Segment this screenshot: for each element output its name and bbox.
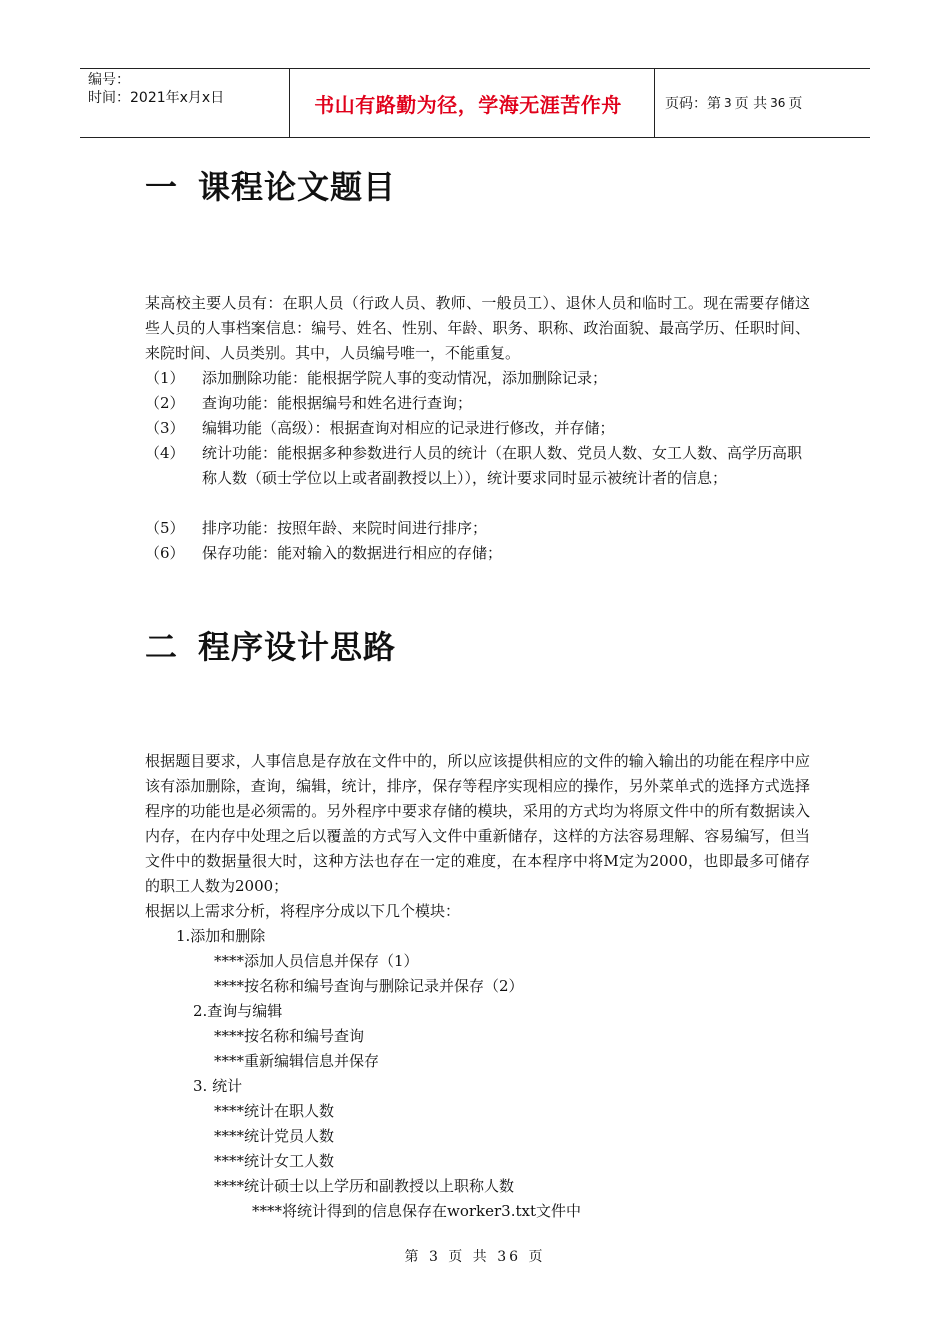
requirement-item [145,416,810,441]
requirement-text: 统计功能：能根据多种参数进行人员的统计（在职人数、党员人数、女工人数、高学历高职称人数（硕士学位以上或者副教授以上）），统计要求同时显示被统计者的信息； [202,444,803,487]
design-paragraph [145,749,810,924]
time-label: 时间：2021年x月x日 [88,90,225,106]
requirement-label: （2） [145,394,185,412]
requirement-text: 添加删除功能：能根据学院人事的变动情况，添加删除记录； [202,369,608,387]
modules-intro: 根据以上需求分析，将程序分成以下几个模块： [145,902,461,920]
page-suffix: 页 [788,96,803,112]
header-meta [80,69,290,137]
requirement-label: （4） [145,444,185,462]
page-prefix: 页码：第 [665,96,721,112]
module-heading: 3. 统计 [193,1077,243,1095]
requirement-label: （3） [145,419,185,437]
section-title: 课程论文题目 [198,168,397,206]
module-item: ****统计在职人数 [214,1102,335,1120]
module-item: ****按名称和编号查询 [214,1027,365,1045]
header-motto: 书山有路勤为径，学海无涯苦作舟 [314,92,622,117]
requirement-label: （5） [145,519,185,537]
requirement-item [145,516,810,541]
intro-text: 某高校主要人员有：在职人员（行政人员、教师、一般员工）、退休人员和临时工。现在需要存储这些人员的人事档案信息：编号、姓名、性别、年龄、职务、职称、政治面貌、最高学历、任职时间、来院时间、人员类别。其中，人员编号唯一，不能重复。 [145,294,810,362]
module-item: ****按名称和编号查询与删除记录并保存（2） [214,977,524,995]
requirement-item [145,366,810,391]
module-item: ****添加人员信息并保存（1） [214,952,419,970]
section-number: 一 [145,168,179,206]
requirement-label: （6） [145,544,185,562]
header-motto-cell [282,69,655,137]
module-item: ****将统计得到的信息保存在worker3.txt文件中 [252,1202,582,1220]
module-heading: 1.添加和删除 [176,927,266,945]
requirement-text: 编辑功能（高级）：根据查询对相应的记录进行修改，并存储； [202,419,615,437]
requirement-item [145,541,810,566]
section-heading-2 [145,622,396,668]
requirement-text: 保存功能：能对输入的数据进行相应的存储； [202,544,503,562]
serial-label: 编号： [88,72,130,88]
intro-paragraph [145,291,810,366]
requirement-text: 查询功能：能根据编号和姓名进行查询； [202,394,473,412]
section-heading-1 [145,162,396,208]
page-total: 36 [770,96,786,110]
module-item: ****统计党员人数 [214,1127,335,1145]
module-item: ****统计硕士以上学历和副教授以上职称人数 [214,1177,515,1195]
page-number: 3 [724,96,732,110]
module-item: ****重新编辑信息并保存 [214,1052,380,1070]
requirement-label: （1） [145,369,185,387]
header-page-info [655,69,870,137]
requirement-item [145,391,810,416]
page-footer: 第 3 页 共 36 页 [404,1249,546,1265]
design-text: 根据题目要求，人事信息是存放在文件中的，所以应该提供相应的文件的输入输出的功能在程序中应该有添加删除，查询，编辑，统计，排序，保存等程序实现相应的操作，另外菜单式的选择方式选择程序的功能也是必须需的。另外程序中要求存储的模块，采用的方式均为将原文件中的所有数据读入内存，在内存中处理之后以覆盖的方式写入文件中重新储存，这样的方法容易理解、容易编写，但当文件中的数据量很大时，这种方法也存在一定的难度，在本程序中将M定为2000，也即最多可储存的职工人数为2000； [145,752,810,895]
page-mid: 页 共 [734,96,768,112]
page-header [80,68,870,138]
section-title: 程序设计思路 [198,628,397,666]
module-heading: 2.查询与编辑 [193,1002,283,1020]
requirement-text: 排序功能：按照年龄、来院时间进行排序； [202,519,488,537]
section-number: 二 [145,628,179,666]
module-item: ****统计女工人数 [214,1152,335,1170]
requirement-item [145,441,810,491]
